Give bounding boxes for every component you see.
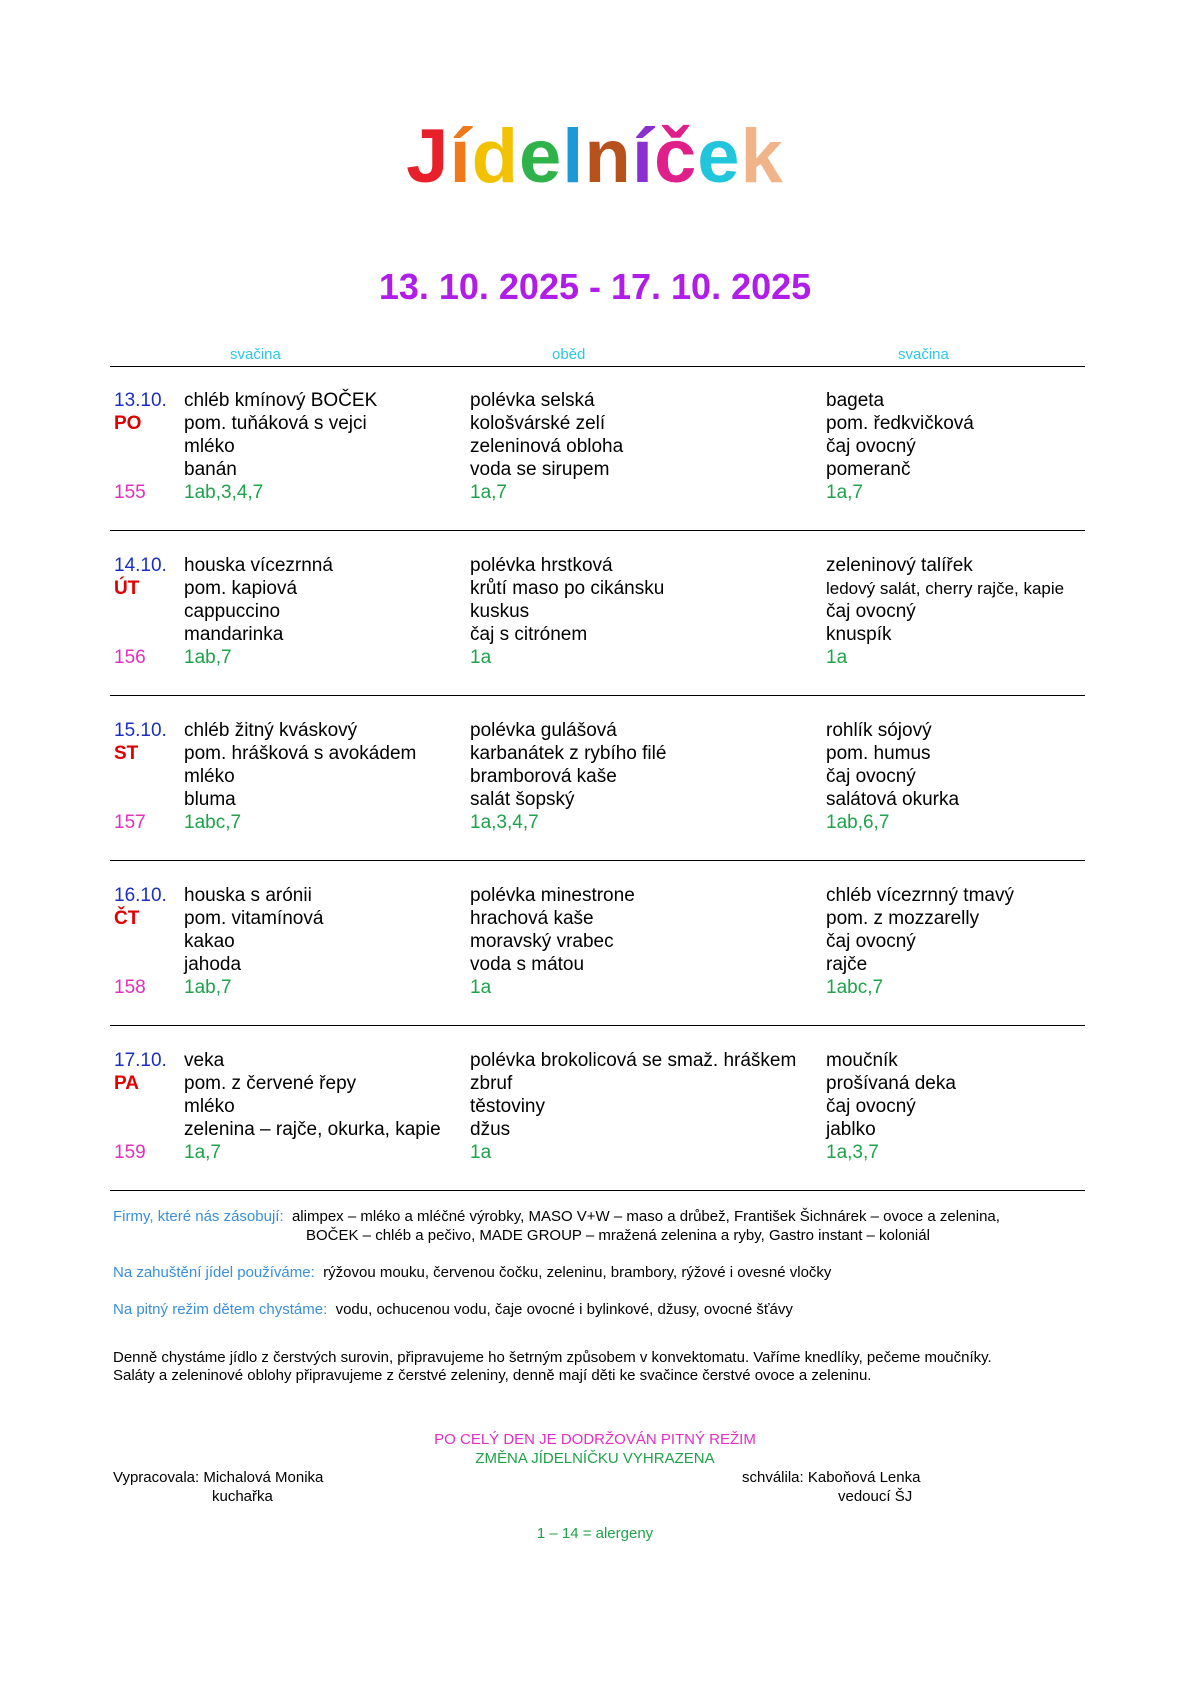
divider bbox=[110, 860, 1085, 861]
drinking-regime-note: PO CELÝ DEN JE DODRŽOVÁN PITNÝ REŽIM bbox=[434, 1431, 756, 1448]
menu-item: pom. vitamínová bbox=[184, 908, 324, 929]
menu-item: mléko bbox=[184, 436, 235, 457]
allergen-codes: 1ab,6,7 bbox=[826, 812, 890, 833]
day-abbr: ÚT bbox=[114, 578, 140, 599]
menu-item: prošívaná deka bbox=[826, 1073, 956, 1094]
allergen-codes: 1ab,3,4,7 bbox=[184, 482, 264, 503]
cell-lunch bbox=[470, 719, 666, 834]
menu-item: cappuccino bbox=[184, 601, 281, 622]
menu-item: zbruf bbox=[470, 1073, 513, 1094]
menu-item: kakao bbox=[184, 931, 235, 952]
title-letter: l bbox=[562, 114, 585, 199]
day-abbr: PO bbox=[114, 413, 142, 434]
thickening-label: Na zahuštění jídel používáme: bbox=[113, 1264, 315, 1281]
menu-item: veka bbox=[184, 1050, 225, 1071]
menu-item: chléb kmínový BOČEK bbox=[184, 390, 378, 411]
menu-item: zeleninová obloha bbox=[470, 436, 624, 457]
menu-item: pom. ředkvičková bbox=[826, 413, 974, 434]
menu-item: jablko bbox=[826, 1119, 876, 1140]
menu-item: čaj ovocný bbox=[826, 601, 916, 622]
divider bbox=[110, 366, 1085, 367]
menu-item: rohlík sójový bbox=[826, 720, 932, 741]
allergen-codes: 1ab,7 bbox=[184, 647, 232, 668]
menu-item: polévka hrstková bbox=[470, 555, 613, 576]
day-date: 14.10. bbox=[114, 555, 167, 576]
menu-item: hrachová kaše bbox=[470, 908, 594, 929]
menu-item: kuskus bbox=[470, 601, 530, 622]
menu-item: těstoviny bbox=[470, 1096, 545, 1117]
divider bbox=[110, 695, 1085, 696]
column-header-snack2: svačina bbox=[898, 346, 949, 363]
menu-item: pomeranč bbox=[826, 459, 911, 480]
menu-item: voda s mátou bbox=[470, 954, 585, 975]
menu-item: pom. humus bbox=[826, 743, 931, 764]
menu-item: moučník bbox=[826, 1050, 898, 1071]
title-letter: e bbox=[519, 114, 563, 199]
suppliers-text: alimpex – mléko a mléčné výrobky, MASO V+W – maso a drůbež, František Šichnárek – ovoce a zelenina, bbox=[291, 1208, 1000, 1225]
note-line2: Saláty a zeleninové oblohy připravujeme z čerstvé zeleniny, denně mají děti ke svačince čerstvé ovoce a zeleninu. bbox=[113, 1367, 872, 1384]
menu-item: mléko bbox=[184, 766, 235, 787]
menu-item: pom. z mozzarelly bbox=[826, 908, 980, 929]
cell-snack1 bbox=[184, 1049, 441, 1164]
menu-change-note: ZMĚNA JÍDELNÍČKU VYHRAZENA bbox=[475, 1450, 715, 1467]
column-header-lunch: oběd bbox=[552, 346, 586, 363]
day-date: 16.10. bbox=[114, 885, 167, 906]
prepared-by: Vypracovala: Michalová Monika bbox=[113, 1469, 324, 1486]
prepared-role: kuchařka bbox=[212, 1488, 273, 1505]
day-number: 155 bbox=[114, 482, 146, 503]
day-date: 17.10. bbox=[114, 1050, 167, 1071]
day-abbr: ST bbox=[114, 743, 139, 764]
title-letter: č bbox=[653, 114, 698, 199]
cell-snack1 bbox=[184, 719, 416, 834]
menu-item: džus bbox=[470, 1119, 511, 1140]
menu-item: karbanátek z rybího filé bbox=[470, 743, 667, 764]
title-letter: í bbox=[631, 114, 654, 199]
cell-lunch bbox=[470, 389, 623, 504]
column-header-snack1: svačina bbox=[230, 346, 281, 363]
menu-item: banán bbox=[184, 459, 237, 480]
day-date: 15.10. bbox=[114, 720, 167, 741]
menu-item: jahoda bbox=[184, 954, 242, 975]
suppliers-line1 bbox=[113, 1208, 1000, 1226]
title-letter: d bbox=[471, 114, 520, 199]
cell-snack1 bbox=[184, 389, 377, 504]
menu-item: čaj ovocný bbox=[826, 436, 916, 457]
menu-item: moravský vrabec bbox=[470, 931, 614, 952]
day-number: 158 bbox=[114, 977, 146, 998]
menu-item: pom. kapiová bbox=[184, 578, 298, 599]
allergen-codes: 1a,3,7 bbox=[826, 1142, 879, 1163]
menu-item: chléb žitný kváskový bbox=[184, 720, 358, 741]
suppliers-label: Firmy, které nás zásobují: bbox=[113, 1208, 284, 1225]
suppliers-line2: BOČEK – chléb a pečivo, MADE GROUP – mražená zelenina a ryby, Gastro instant – koloniál bbox=[306, 1227, 930, 1244]
allergen-codes: 1a bbox=[470, 977, 492, 998]
menu-item: voda se sirupem bbox=[470, 459, 610, 480]
menu-item: kološvárské zelí bbox=[470, 413, 606, 434]
thickening-line bbox=[113, 1264, 831, 1282]
divider bbox=[110, 1190, 1085, 1191]
date-range: 13. 10. 2025 - 17. 10. 2025 bbox=[378, 266, 812, 307]
drinking-line bbox=[113, 1301, 793, 1319]
title-letter: í bbox=[449, 114, 472, 199]
menu-item: pom. hrášková s avokádem bbox=[184, 743, 417, 764]
menu-item: knuspík bbox=[826, 624, 892, 645]
divider bbox=[110, 1025, 1085, 1026]
divider bbox=[110, 530, 1085, 531]
menu-item: zeleninový talířek bbox=[826, 555, 973, 576]
allergen-codes: 1a,3,4,7 bbox=[470, 812, 539, 833]
menu-item: chléb vícezrnný tmavý bbox=[826, 885, 1014, 906]
allergen-codes: 1a,7 bbox=[470, 482, 507, 503]
title-letter: J bbox=[406, 114, 450, 199]
menu-item: rajče bbox=[826, 954, 868, 975]
cell-snack2 bbox=[826, 1049, 956, 1164]
title-letter: k bbox=[740, 114, 784, 199]
allergens-note: 1 – 14 = alergeny bbox=[536, 1525, 654, 1542]
menu-item: pom. tuňáková s vejci bbox=[184, 413, 367, 434]
allergen-codes: 1ab,7 bbox=[184, 977, 232, 998]
cell-snack2 bbox=[826, 554, 1064, 669]
menu-item: mandarinka bbox=[184, 624, 284, 645]
menu-item: zelenina – rajče, okurka, kapie bbox=[184, 1119, 441, 1140]
day-abbr: PA bbox=[114, 1073, 139, 1094]
allergen-codes: 1abc,7 bbox=[826, 977, 884, 998]
drinking-label: Na pitný režim dětem chystáme: bbox=[113, 1301, 328, 1318]
title-letter: n bbox=[584, 114, 632, 199]
allergen-codes: 1a,7 bbox=[826, 482, 863, 503]
menu-item: čaj s citrónem bbox=[470, 624, 588, 645]
allergen-codes: 1abc,7 bbox=[184, 812, 242, 833]
day-abbr: ČT bbox=[114, 908, 140, 929]
cell-lunch bbox=[470, 1049, 796, 1164]
allergen-codes: 1a bbox=[470, 647, 492, 668]
drinking-text: vodu, ochucenou vodu, čaje ovocné i bylinkové, džusy, ovocné šťávy bbox=[335, 1301, 793, 1318]
cell-lunch bbox=[470, 884, 635, 999]
menu-item: polévka minestrone bbox=[470, 885, 635, 906]
cell-snack2 bbox=[826, 389, 974, 504]
allergen-codes: 1a,7 bbox=[184, 1142, 221, 1163]
menu-item: čaj ovocný bbox=[826, 931, 916, 952]
allergen-codes: 1a bbox=[826, 647, 848, 668]
approved-by: schválila: Kaboňová Lenka bbox=[742, 1469, 921, 1486]
menu-item: čaj ovocný bbox=[826, 1096, 916, 1117]
menu-item: mléko bbox=[184, 1096, 235, 1117]
menu-item: ledový salát, cherry rajče, kapie bbox=[826, 579, 1065, 598]
menu-item: bageta bbox=[826, 390, 885, 411]
menu-item: houska vícezrnná bbox=[184, 555, 333, 576]
menu-item: pom. z červené řepy bbox=[184, 1073, 357, 1094]
day-number: 156 bbox=[114, 647, 146, 668]
day-date: 13.10. bbox=[114, 390, 167, 411]
approved-role: vedoucí ŠJ bbox=[838, 1488, 913, 1505]
menu-item: čaj ovocný bbox=[826, 766, 916, 787]
cell-snack2 bbox=[826, 884, 1014, 999]
menu-item: bramborová kaše bbox=[470, 766, 617, 787]
menu-item: salát šopský bbox=[470, 789, 575, 810]
cell-snack1 bbox=[184, 884, 323, 999]
menu-item: bluma bbox=[184, 789, 236, 810]
menu-item: salátová okurka bbox=[826, 789, 960, 810]
note-line1: Denně chystáme jídlo z čerstvých surovin, připravujeme ho šetrným způsobem v konvektomatu. Vaříme knedlíky, pečeme moučníky. bbox=[113, 1349, 992, 1366]
menu-item: polévka brokolicová se smaž. hráškem bbox=[470, 1050, 797, 1071]
menu-item: krůtí maso po cikánsku bbox=[470, 578, 665, 599]
menu-item: polévka gulášová bbox=[470, 720, 617, 741]
page-title bbox=[0, 112, 1190, 202]
cell-lunch bbox=[470, 554, 664, 669]
menu-item: houska s arónii bbox=[184, 885, 312, 906]
title-letter: e bbox=[697, 114, 741, 199]
allergen-codes: 1a bbox=[470, 1142, 492, 1163]
thickening-text: rýžovou mouku, červenou čočku, zeleninu, brambory, rýžové i ovesné vločky bbox=[323, 1264, 832, 1281]
menu-item: polévka selská bbox=[470, 390, 595, 411]
cell-snack2 bbox=[826, 719, 959, 834]
day-number: 159 bbox=[114, 1142, 146, 1163]
cell-snack1 bbox=[184, 554, 333, 669]
day-number: 157 bbox=[114, 812, 146, 833]
